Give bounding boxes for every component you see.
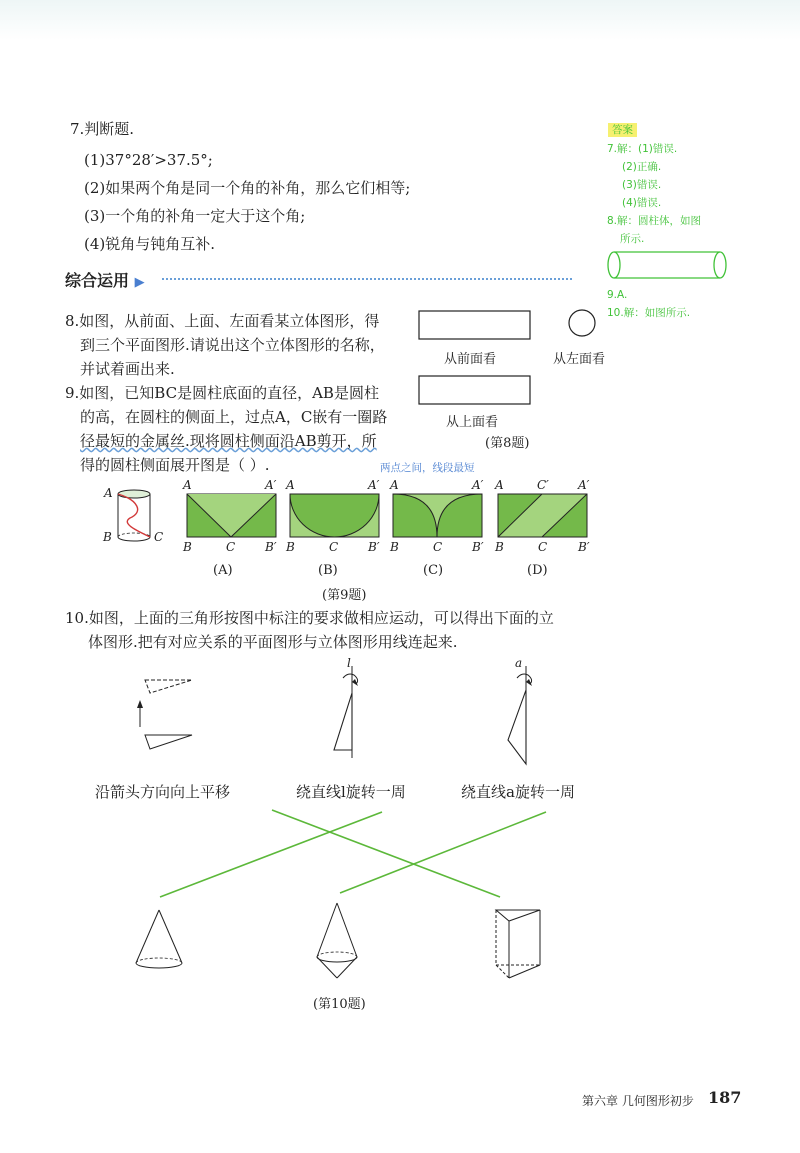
q8-top-label: 从上面看 <box>446 415 499 430</box>
q10-match-line-2 <box>272 810 500 897</box>
q9-caption: (第9题) <box>322 588 367 603</box>
q9-b-label-a: A <box>286 478 295 492</box>
q8-line-2: 到三个平面图形.请说出这个立体图形的名称， <box>80 336 385 354</box>
q10-match-line-3 <box>340 812 546 893</box>
q10-motion-translate: 沿箭头方向向上平移 <box>95 783 231 801</box>
q8-caption: (第8题) <box>485 436 530 451</box>
q10-double-cone <box>317 903 357 978</box>
q10-prism <box>496 910 540 978</box>
q8-front-label: 从前面看 <box>444 352 497 367</box>
q9-a-label-b: B <box>183 540 192 554</box>
q9-a-label-b2: B′ <box>265 540 277 554</box>
q9-cyl-label-a: A <box>104 486 113 500</box>
q9-c-label-a2: A′ <box>472 478 484 492</box>
footer-chapter: 第六章 几何图形初步 <box>582 1094 694 1108</box>
answer-line-8: 10.解：如图所示. <box>607 307 691 319</box>
q9-d-label-b: B <box>495 540 504 554</box>
page-number: 187 <box>708 1088 742 1107</box>
q10-motion-rotate-a: 绕直线a旋转一周 <box>461 783 575 801</box>
q9-b-label-b: B <box>286 540 295 554</box>
q9-a-label-a: A <box>183 478 192 492</box>
q9-cyl-label-b: B <box>103 530 112 544</box>
triangle-arrow-icon: ▶ <box>134 275 145 290</box>
q8-line-3: 并试着画出来. <box>80 360 175 378</box>
q10-axis-a: a <box>515 656 523 670</box>
q9-c-label-a: A <box>390 478 399 492</box>
q9-a-label-a2: A′ <box>265 478 277 492</box>
q8-left-label: 从左面看 <box>553 352 606 367</box>
q8-line-1: 8.如图，从前面、上面、左面看某立体图形，得 <box>65 312 380 330</box>
q10-rotate-l-figure <box>334 666 358 758</box>
q10-cone <box>136 910 182 968</box>
q9-line-4: 得的圆柱侧面展开图是（ ）. <box>80 456 270 474</box>
q9-option-d: (D) <box>527 563 548 578</box>
q9-d-label-a2: A′ <box>578 478 590 492</box>
q9-cyl-label-c: C <box>154 530 164 544</box>
answer-line-7: 9.A. <box>607 289 628 301</box>
q10-rotate-a-figure <box>508 666 532 764</box>
q9-b-label-c: C <box>329 540 339 554</box>
q7-item-3: (3)一个角的补角一定大于这个角; <box>84 207 306 225</box>
q10-line-2: 体图形.把有对应关系的平面图形与立体图形用线连起来. <box>88 633 458 651</box>
answer-line-2: (2)正确. <box>622 161 662 173</box>
q9-b-label-a2: A′ <box>368 478 380 492</box>
q10-line-1: 10.如图，上面的三角形按图中标注的要求做相应运动，可以得出下面的立 <box>65 609 554 627</box>
q7-item-1: (1)37°28′>37.5°; <box>84 151 213 169</box>
q9-d-label-c2: C′ <box>537 478 549 492</box>
q9-d-label-c: C <box>538 540 548 554</box>
q9-option-a: (A) <box>213 563 233 578</box>
q9-handwritten-note: 两点之间，线段最短 <box>380 462 475 474</box>
q9-line-3: 径最短的金属丝.现将圆柱侧面沿AB剪开，所 <box>80 432 377 450</box>
q9-c-label-c: C <box>433 540 443 554</box>
q9-c-label-b2: B′ <box>472 540 484 554</box>
answer-line-5: 8.解：圆柱体，如图 <box>607 215 702 227</box>
q9-d-label-b2: B′ <box>578 540 590 554</box>
answer-line-1: 7.解：(1)错误. <box>607 143 678 155</box>
q9-a-label-c: C <box>226 540 236 554</box>
answer-header: 答案 <box>608 123 637 137</box>
q7-item-4: (4)锐角与钝角互补. <box>84 235 216 253</box>
q7-item-2: (2)如果两个角是同一个角的补角，那么它们相等; <box>84 179 411 197</box>
answer-line-6: 所示. <box>620 233 645 245</box>
q10-motion-rotate-l: 绕直线l旋转一周 <box>296 783 406 801</box>
answer-line-4: (4)错误. <box>622 197 662 209</box>
q9-line-1: 9.如图，已知BC是圆柱底面的直径，AB是圆柱 <box>65 384 379 402</box>
q9-option-b: (B) <box>318 563 338 578</box>
answer-line-3: (3)错误. <box>622 179 662 191</box>
section-title-text: 综合运用 <box>65 271 130 290</box>
q10-caption: (第10题) <box>313 997 366 1012</box>
q9-line-2: 的高，在圆柱的侧面上，过点A，C嵌有一圈路 <box>80 408 388 426</box>
q10-match-line-1 <box>160 812 382 897</box>
q9-d-label-a: A <box>495 478 504 492</box>
q7-stem: 7.判断题. <box>70 120 135 138</box>
q10-translate-figure <box>137 680 192 749</box>
q9-c-label-b: B <box>390 540 399 554</box>
q10-axis-l: l <box>347 656 351 670</box>
q9-option-c: (C) <box>423 563 444 578</box>
q9-b-label-b2: B′ <box>368 540 380 554</box>
